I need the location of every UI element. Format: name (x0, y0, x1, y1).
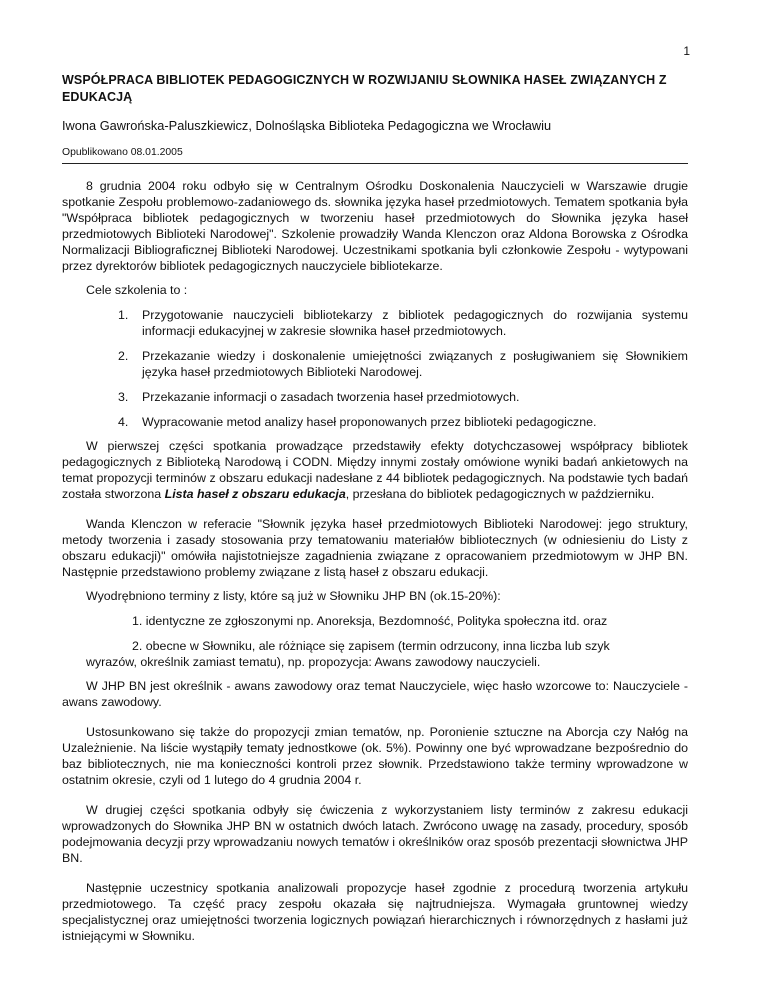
list-item-text: Wypracowanie metod analizy haseł proponowanych przez biblioteki pedagogiczne. (142, 415, 597, 429)
list-item-text: Przekazanie informacji o zasadach tworzenia haseł przedmiotowych. (142, 390, 520, 404)
term-category-1 (62, 613, 688, 629)
list-item (62, 414, 688, 430)
list-item-number: 3. (118, 390, 129, 404)
paragraph-extracted-terms: Wyodrębniono terminy z listy, które są już w Słowniku JHP BN (ok.15-20%): (86, 589, 501, 603)
goals-intro: Cele szkolenia to : (86, 283, 188, 297)
paragraph-second-part: W drugiej części spotkania odbyły się ćwiczenia z wykorzystaniem listy terminów z zakresu edukacji wprowadzonych do Słownika JHP BN w ostatnich dwóch latach. Zwrócono uwagę na zasady, procedury, sposób podejmowania decyzji przy wprowadzaniu nowych tematów i określników oraz sposób prezentacji słownictwa JHP BN. (62, 803, 688, 865)
goals-list (62, 307, 688, 430)
paragraph-topic-changes: Ustosunkowano się także do propozycji zmian tematów, np. Poronienie sztuczne na Aborcja czy Nałóg na Uzależnienie. Na liście wystąpiły tematy jednostkowe (ok. 5%). Powinny one być wprowadzane bezpośrednio do baz bibliotecznych, nie ma konieczności kontroli przez słownik. Przedstawiono także terminy wprowadzone w ostatnim okresie, czyli od 1 lutego do 4 grudnia 2004 r. (62, 725, 688, 787)
header-divider (62, 163, 688, 164)
list-item (62, 348, 688, 380)
list-title-emphasis: Lista haseł z obszaru edukacja (164, 487, 346, 501)
term-category-2 (62, 638, 688, 670)
list-item (62, 307, 688, 339)
list-item-text: Przekazanie wiedzy i doskonalenie umiejętności związanych z posługiwaniem się Słownikiem języka haseł przedmiotowych Biblioteki Narodowej. (142, 349, 688, 379)
paragraph-analysis: Następnie uczestnicy spotkania analizowali propozycje haseł zgodnie z procedurą tworzenia artykułu przedmiotowego. Ta część pracy zespołu okazała się najtrudniejsza. Wymagała gruntownej wiedzy specjalistycznej oraz umiejętności tworzenia logicznych powiązań hierarchicznych i równorzędnych z hasłami już istniejącymi w Słowniku. (62, 881, 688, 943)
paragraph-jhp-example: W JHP BN jest określnik - awans zawodowy oraz temat Nauczyciele, więc hasło wzorcowe to: Nauczyciele - awans zawodowy. (62, 679, 688, 709)
published-date: Opublikowano 08.01.2005 (62, 147, 183, 158)
list-item-number: 4. (118, 415, 129, 429)
paragraph-text: , przesłana do bibliotek pedagogicznych w październiku. (345, 487, 655, 501)
paragraph-first-part (62, 438, 688, 502)
document-content (62, 72, 688, 944)
document-title: WSPÓŁPRACA BIBLIOTEK PEDAGOGICZNYCH W ROZWIJANIU SŁOWNIKA HASEŁ ZWIĄZANYCH Z EDUKACJĄ (62, 73, 667, 104)
list-item-number: 1. (118, 308, 129, 322)
author-line: Iwona Gawrońska-Paluszkiewicz, Dolnośląska Biblioteka Pedagogiczna we Wrocławiu (62, 118, 552, 133)
term-category-continuation: wyrazów, określnik zamiast tematu), np. propozycja: Awans zawodowy nauczycieli. (86, 655, 541, 669)
paragraph-referat: Wanda Klenczon w referacie "Słownik języka haseł przedmiotowych Biblioteki Narodowej: jego struktury, metody tworzenia i zasady stosowania przy tematowaniu materiałów bibliotecznych (w odniesieniu do Listy z obszaru edukacji)" omówiła najistotniejsze zagadnienia związane z opracowaniem przedmiotowym w JHP BN. Następnie przedstawiono problemy związane z listą haseł z obszaru edukacji. (62, 517, 688, 579)
paragraph-text: W pierwszej części spotkania prowadzące przedstawiły efekty dotychczasowej współpracy bibliotek pedagogicznych z Biblioteką Narodową i CODN. Między innymi zostały omówione wyniki badań ankietowych na temat propozycji terminów z obszaru edukacji nadesłane z 44 bibliotek pedagogicznych. Na podstawie tych badań została stworzona (62, 439, 688, 501)
list-item-text: Przygotowanie nauczycieli bibliotekarzy z bibliotek pedagogicznych do rozwijania systemu informacji edukacyjnej w zakresie słownika haseł przedmiotowych. (142, 308, 688, 338)
term-category-text: 2. obecne w Słowniku, ale różniące się zapisem (termin odrzucony, inna liczba lub szyk (132, 639, 610, 653)
paragraph-intro: 8 grudnia 2004 roku odbyło się w Centralnym Ośrodku Doskonalenia Nauczycieli w Warszawie drugie spotkanie Zespołu problemowo-zadaniowego ds. słownika języka haseł przedmiotowych. Tematem spotkania była "Współpraca bibliotek pedagogicznych w tworzeniu haseł przedmiotowych do Słownika języka haseł przedmiotowych Biblioteki Narodowej". Szkolenie prowadziły Wanda Klenczon oraz Aldona Borowska z Ośrodka Normalizacji Bibliograficznej Biblioteki Narodowej. Uczestnikami spotkania byli członkowie Zespołu - wytypowani przez dyrektorów bibliotek pedagogicznych nauczyciele bibliotekarze. (62, 179, 688, 273)
list-item-number: 2. (118, 349, 129, 363)
term-category-text: 1. identyczne ze zgłoszonymi np. Anoreksja, Bezdomność, Polityka społeczna itd. oraz (132, 614, 608, 628)
page-number: 1 (683, 44, 690, 58)
list-item (62, 389, 688, 405)
